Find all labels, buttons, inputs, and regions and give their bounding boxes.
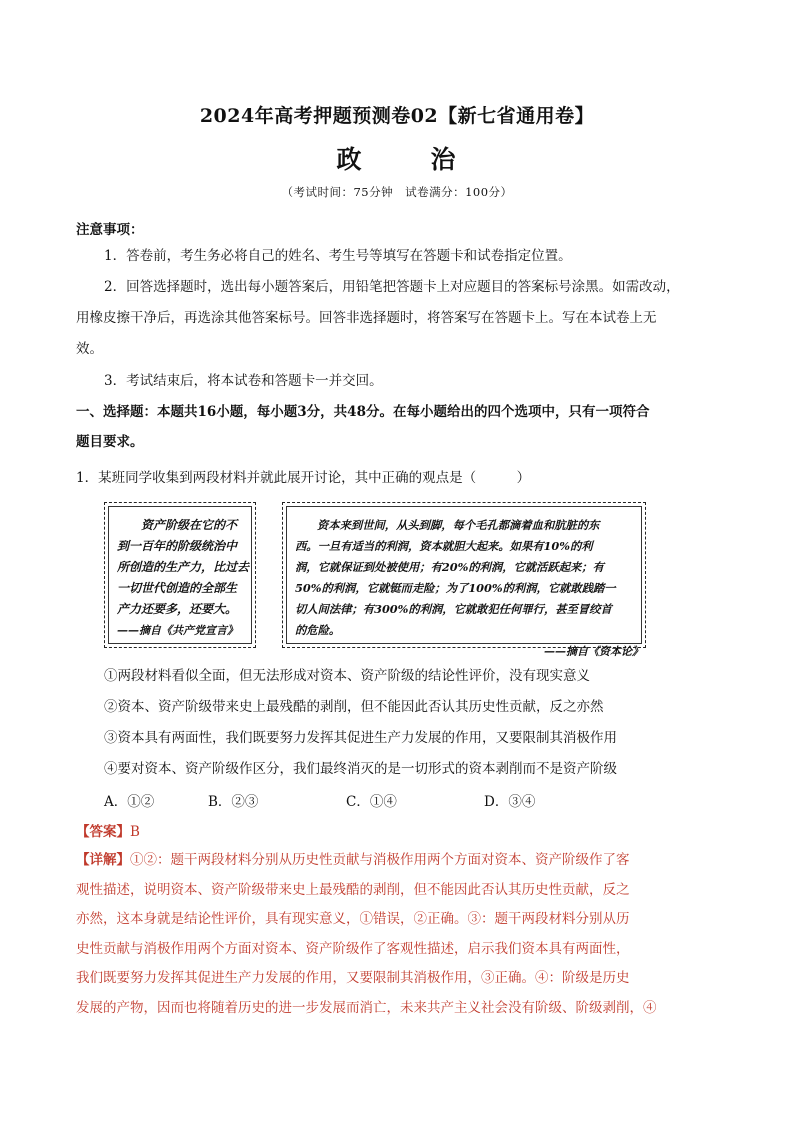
exam-info: （考试时间：75分钟 试卷满分：100分） [281,185,513,199]
notice-item-2-end: 效。 [76,341,103,357]
material-right-line: 润，它就保证到处被使用；有20%的利润，它就活跃起来；有 [295,560,604,574]
material-left-line: 一切世代创造的全部生 [117,581,238,595]
detail-line-1 [76,846,684,876]
option-3: ③资本具有两面性，我们既要努力发挥其促进生产力发展的作用，又要限制其消极作用 [104,730,617,746]
choice-b: B．②③ [208,794,259,810]
option-1: ①两段材料看似全面，但无法形成对资本、资产阶级的结论性评价，没有现实意义 [104,668,590,684]
material-right-line: 的危险。 [295,623,341,637]
material-left-line: 资产阶级在它的不 [141,518,238,532]
answer-label: 【答案】 [76,824,130,840]
option-4: ④要对资本、资产阶级作区分，我们最终消灭的是一切形式的资本剥削而不是资产阶级 [104,761,617,777]
detail-line: 我们既要努力发挥其促进生产力发展的作用，又要限制其消极作用，③正确。④：阶级是历史 [76,970,630,986]
material-right-text [295,515,643,662]
material-left-line: 所创造的生产力，比过去 [117,560,250,574]
notice-item-2-cont: 用橡皮擦干净后，再选涂其他答案标号。回答非选择题时，将答案写在答题卡上。写在本试卷上无 [76,310,657,326]
choice-d: D．③④ [484,794,536,810]
notice-item-3: 3．考试结束后，将本试卷和答题卡一并交回。 [104,373,383,389]
detail-line: 观性描述，说明资本、资产阶级带来史上最残酷的剥削，但不能因此否认其历史性贡献，反之 [76,881,630,898]
question-stem: 1．某班同学收集到两段材料并就此展开讨论，其中正确的观点是（ ） [76,470,531,486]
material-right-line: 资本来到世间，从头到脚，每个毛孔都滴着血和肮脏的东 [317,518,600,532]
material-right-line: 切人间法律；有300%的利润，它就敢犯任何罪行，甚至冒绞首 [295,602,612,616]
answer-line [76,820,140,840]
notice-item-1: 1．答卷前，考生务必将自己的姓名、考生号等填写在答题卡和试卷指定位置。 [104,248,572,264]
material-right-source: ——摘自《资本论》 [544,645,643,658]
notice-item-2: 2．回答选择题时，选出每小题答案后，用铅笔把答题卡上对应题目的答案标号涂黑。如需改动， [104,279,680,295]
material-left-box [104,502,256,648]
material-right-line: 50%的利润，它就铤而走险；为了100%的利润，它就敢践踏一 [295,581,616,595]
material-right-inner [286,506,643,658]
material-left-text [117,515,253,641]
section-heading: 一、选择题：本题共16小题，每小题3分，共48分。在每小题给出的四个选项中，只有一项符合 [76,404,650,420]
material-right-line: 西。一旦有适当的利润，资本就胆大起来。如果有10%的利 [295,539,593,553]
detail-label: 【详解】 [76,852,130,868]
paper-title: 2024年高考押题预测卷02【新七省通用卷】 [199,105,595,127]
answer-value: B [130,824,140,840]
detail-text: ①②：题干两段材料分别从历史性贡献与消极作用两个方面对资本、资产阶级作了客 [130,852,630,868]
detail-line: 发展的产物，因而也将随着历史的进一步发展而消亡，未来共产主义社会没有阶级、阶级剥削，④ [76,999,657,1016]
material-left-line: 产力还要多，还要大。 [117,602,238,616]
option-2: ②资本、资产阶级带来史上最残酷的剥削，但不能因此否认其历史性贡献，反之亦然 [104,699,604,715]
detail-line: 史性贡献与消极作用两个方面对资本、资产阶级作了客观性描述，启示我们资本具有两面性， [76,940,630,957]
detail-block [76,846,684,1023]
material-right-box [282,502,646,658]
choice-c: C．①④ [346,794,397,810]
material-left-source: ——摘自《共产党宣言》 [117,624,238,637]
choice-a: A．①② [104,794,155,810]
detail-line: 亦然，这本身就是结论性评价，具有现实意义，①错误，②正确。③：题干两段材料分别从历 [76,911,630,927]
section-heading-cont: 题目要求。 [76,434,144,450]
subject-title: 政 治 [336,145,478,174]
material-left-inner [108,506,252,644]
material-left-line: 到一百年的阶级统治中 [117,539,238,553]
notice-heading: 注意事项： [76,222,144,238]
